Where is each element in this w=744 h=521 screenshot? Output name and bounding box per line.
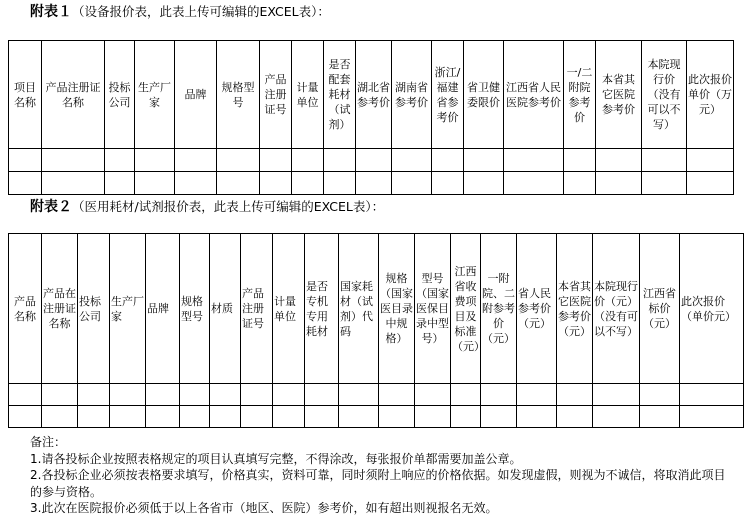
t1-col-header: 计量单位 (292, 41, 324, 149)
t1-col-header: 湖北省参考价 (356, 41, 392, 149)
t1-col-header: 此次报价单价（万元） (687, 41, 734, 149)
table-cell[interactable] (292, 172, 324, 195)
table-cell[interactable] (42, 172, 105, 195)
table-cell[interactable] (9, 149, 42, 172)
t2-col-header: 规格型号 (180, 234, 210, 384)
t1-col-header: 投标公司 (105, 41, 135, 149)
table-cell[interactable] (78, 384, 110, 406)
table-cell[interactable] (241, 384, 273, 406)
table2-heading-label: 附表２ (30, 199, 72, 215)
note-item: 3.此次在医院报价必须低于以上各省市（地区、医院）参考价，如有超出则视报名无效。 (30, 501, 498, 515)
table-cell[interactable] (146, 384, 180, 406)
table-cell[interactable] (481, 384, 517, 406)
table-cell[interactable] (324, 172, 356, 195)
table1-header-row (9, 41, 734, 149)
table2-header-row (9, 234, 744, 384)
table-cell[interactable] (324, 149, 356, 172)
t2-col-header: 品牌 (146, 234, 180, 384)
table-cell[interactable] (593, 406, 640, 428)
t1-col-header: 江西省人民医院参考价 (504, 41, 564, 149)
t1-col-header: 一/二附院参考价 (564, 41, 596, 149)
table-cell[interactable] (146, 406, 180, 428)
t2-col-header: 是否专机专用耗材 (305, 234, 339, 384)
table-cell[interactable] (451, 384, 481, 406)
table-cell[interactable] (217, 172, 260, 195)
table-row (9, 172, 734, 195)
table-cell[interactable] (687, 149, 734, 172)
table-cell[interactable] (9, 406, 42, 428)
table-cell[interactable] (175, 172, 217, 195)
t2-col-header: 生产厂家 (110, 234, 146, 384)
table-cell[interactable] (687, 172, 734, 195)
table-cell[interactable] (180, 384, 210, 406)
t2-col-header: 江西省标价（元） (640, 234, 680, 384)
table-cell[interactable] (415, 406, 451, 428)
table-cell[interactable] (305, 384, 339, 406)
t2-col-header: 省人民参考价（元） (517, 234, 557, 384)
table-cell[interactable] (292, 149, 324, 172)
table-cell[interactable] (180, 406, 210, 428)
table-cell[interactable] (356, 172, 392, 195)
table-cell[interactable] (640, 406, 680, 428)
table1-heading (30, 4, 330, 20)
table-cell[interactable] (504, 149, 564, 172)
table-cell[interactable] (9, 384, 42, 406)
table-cell[interactable] (241, 406, 273, 428)
table2-heading (30, 199, 384, 215)
table-cell[interactable] (557, 406, 593, 428)
t2-col-header: 本省其它医院参考价（元） (557, 234, 593, 384)
table-row (9, 384, 744, 406)
table-cell[interactable] (105, 172, 135, 195)
t2-col-header: 产品在注册证名称 (42, 234, 78, 384)
t2-col-header: 产品名称 (9, 234, 42, 384)
table-cell[interactable] (642, 149, 687, 172)
notes-section (30, 434, 735, 517)
t2-col-header: 计量单位 (273, 234, 305, 384)
t2-col-header: 规格（国家医目录中规格） (379, 234, 415, 384)
table-cell[interactable] (415, 384, 451, 406)
table-cell[interactable] (175, 149, 217, 172)
table-cell[interactable] (464, 172, 504, 195)
consumables-quote-table (8, 233, 744, 428)
table-cell[interactable] (392, 149, 432, 172)
table-cell[interactable] (379, 406, 415, 428)
table-cell[interactable] (564, 172, 596, 195)
table-cell[interactable] (481, 406, 517, 428)
t1-col-header: 生产厂家 (135, 41, 175, 149)
table-cell[interactable] (42, 384, 78, 406)
t1-col-header: 省卫健委限价 (464, 41, 504, 149)
table1-heading-label: 附表１ (30, 4, 72, 20)
t2-col-header: 一附院、二附参考价（元） (481, 234, 517, 384)
table-cell[interactable] (640, 384, 680, 406)
t1-col-header: 本省其它医院参考价 (596, 41, 642, 149)
table-cell[interactable] (42, 406, 78, 428)
table-cell[interactable] (451, 406, 481, 428)
table-cell[interactable] (557, 384, 593, 406)
t2-col-header: 本院现行价（元）（没有可以不写） (593, 234, 640, 384)
table-cell[interactable] (356, 149, 392, 172)
t2-col-header: 产品注册证号 (241, 234, 273, 384)
table1-heading-desc: （设备报价表，此表上传可编辑的EXCEL表）： (72, 4, 330, 19)
table-cell[interactable] (432, 149, 464, 172)
table-cell[interactable] (642, 172, 687, 195)
table-cell[interactable] (9, 172, 42, 195)
table-cell[interactable] (432, 172, 464, 195)
note-item: 1.请各投标企业按照表格规定的项目认真填写完整，不得涂改，每张报价单都需要加盖公章。 (30, 451, 522, 466)
table-cell[interactable] (105, 149, 135, 172)
table-cell[interactable] (504, 172, 564, 195)
t1-col-header: 产品注册证号 (260, 41, 292, 149)
t1-col-header: 规格型号 (217, 41, 260, 149)
table-cell[interactable] (210, 384, 241, 406)
table-cell[interactable] (517, 406, 557, 428)
table-cell[interactable] (680, 406, 744, 428)
table-cell[interactable] (135, 149, 175, 172)
table-cell[interactable] (273, 406, 305, 428)
t1-col-header: 项目名称 (9, 41, 42, 149)
t2-col-header: 此次报价（单价元） (680, 234, 744, 384)
table-cell[interactable] (217, 149, 260, 172)
table-cell[interactable] (305, 406, 339, 428)
t2-col-header: 国家耗材（试剂）代码 (339, 234, 379, 384)
table-row (9, 149, 734, 172)
table-cell[interactable] (339, 406, 379, 428)
t1-col-header: 产品注册证名称 (42, 41, 105, 149)
table-cell[interactable] (596, 172, 642, 195)
table-cell[interactable] (260, 149, 292, 172)
table-cell[interactable] (339, 384, 379, 406)
table-cell[interactable] (42, 149, 105, 172)
t2-col-header: 材质 (210, 234, 241, 384)
t1-col-header: 湖南省参考价 (392, 41, 432, 149)
table-cell[interactable] (78, 406, 110, 428)
t2-col-header: 型号（国家医保目录中型号） (415, 234, 451, 384)
t2-col-header: 投标公司 (78, 234, 110, 384)
note-item: 2.各投标企业必须按表格要求填写，价格真实，资料可靠，同时须附上响应的价格依据。如发现虚假，则视为不诚信，将取消此项目的参与资格。 (30, 468, 726, 499)
t1-col-header: 浙江/福建省参考价 (432, 41, 464, 149)
table-row (9, 406, 744, 428)
equipment-quote-table (8, 40, 734, 195)
table-cell[interactable] (260, 172, 292, 195)
table-cell[interactable] (464, 149, 504, 172)
t1-col-header: 本院现行价（没有可以不写） (642, 41, 687, 149)
table-cell[interactable] (379, 384, 415, 406)
table-cell[interactable] (596, 149, 642, 172)
notes-title: 备注： (30, 435, 67, 449)
table-cell[interactable] (110, 406, 146, 428)
table-cell[interactable] (392, 172, 432, 195)
table-cell[interactable] (680, 384, 744, 406)
t1-col-header: 品牌 (175, 41, 217, 149)
t2-col-header: 江西省收费项目及标准（元） (451, 234, 481, 384)
table-cell[interactable] (593, 384, 640, 406)
table-cell[interactable] (135, 172, 175, 195)
table2-heading-desc: （医用耗材/试剂报价表，此表上传可编辑的EXCEL表）： (72, 199, 385, 214)
table-cell[interactable] (517, 384, 557, 406)
t1-col-header: 是否配套耗材（试剂） (324, 41, 356, 149)
table-cell[interactable] (273, 384, 305, 406)
table-cell[interactable] (564, 149, 596, 172)
table-cell[interactable] (210, 406, 241, 428)
table-cell[interactable] (110, 384, 146, 406)
